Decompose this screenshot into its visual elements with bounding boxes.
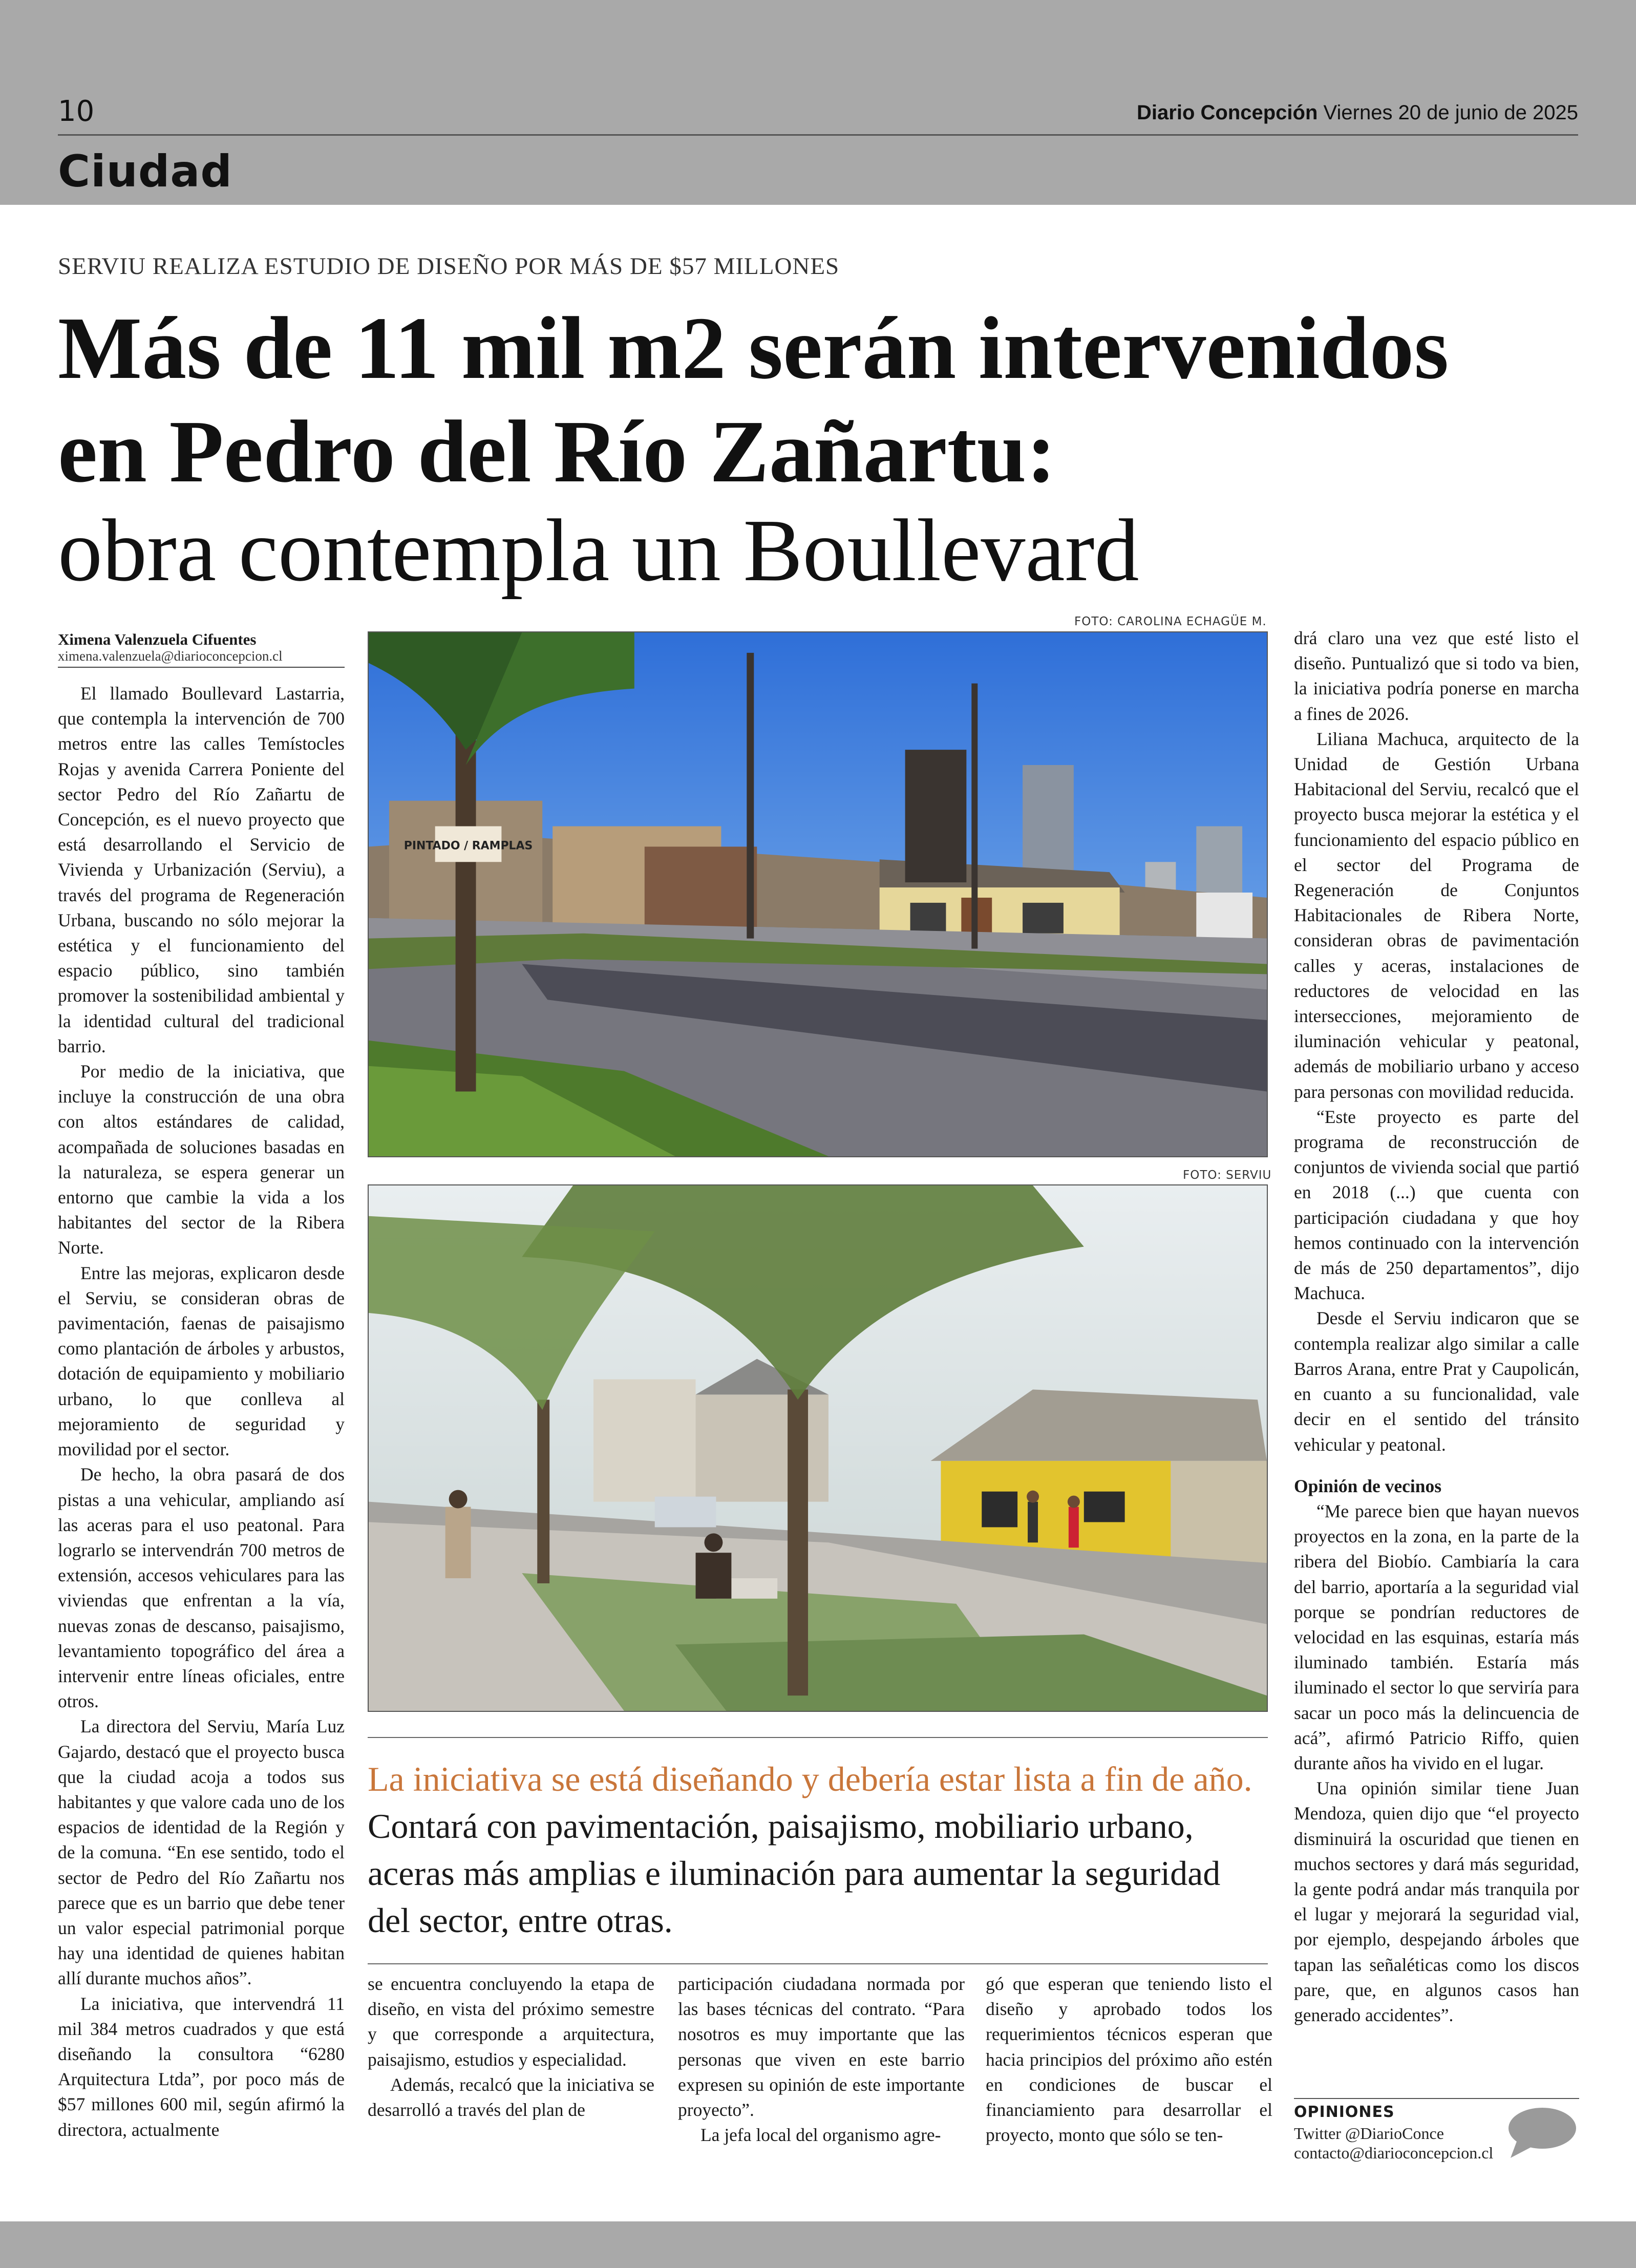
pullquote-rule-top	[368, 1737, 1268, 1738]
pullquote	[368, 1755, 1268, 1944]
paragraph: drá claro una vez que esté listo el diseño. Puntualizó que si todo va bien, la iniciativa podría ponerse en marcha a fines de 2026.	[1294, 628, 1579, 724]
opinions-email[interactable]: contacto@diarioconcepcion.cl	[1294, 2144, 1494, 2162]
pullquote-rule-bottom	[368, 1963, 1268, 1964]
headline-line-1: Más de 11 mil m2 serán intervenidos	[58, 299, 1449, 397]
paragraph: “Me parece bien que hayan nuevos proyectos en la zona, en la parte de la ribera del Biobío. Cambiaría la cara del barrio, aportaría a la seguridad vial porque se pondrían reductores de velocidad en las esquinas, estaría más iluminado también. Estaría más iluminado el sector lo que serviría para sacar un poco más la delincuencia de acá”, afirmó Patricio Riffo, quien durante años ha vivido en el lugar.	[1294, 1500, 1579, 1773]
paragraph: participación ciudadana normada por las bases técnicas del contrato. “Para nosotros es muy importante que las personas que viven en este barrio expresen su opinión de este importante proyecto”.	[678, 1974, 965, 2121]
photo-sign-text: PINTADO / RAMPLAS	[403, 839, 533, 853]
paragraph: La directora del Serviu, María Luz Gajardo, destacó que el proyecto busca que la ciudad acoja a todos sus habitantes y que valore cada uno de los espacios de identidad de la Región y de la comuna. “En ese sentido, todo el sector de Pedro del Río Zañartu nos parece que es un barrio que debe tener un valor especial patrimonial porque hay una identidad de quienes habitan allí durante muchos años”.	[58, 1716, 345, 1989]
subheading: Opinión de vecinos	[1294, 1475, 1442, 1496]
paragraph: La iniciativa, que intervendrá 11 mil 384 metros cuadrados y que está diseñando la consultora “6280 Arquitectura Ltda”, por poco más de $57 millones 600 mil, según afirmó la directora, actualmente	[58, 1993, 345, 2140]
kicker: SERVIU REALIZA ESTUDIO DE DISEÑO POR MÁS DE $57 MILLONES	[58, 253, 840, 280]
masthead	[1137, 102, 1578, 123]
headline-line-3: obra contempla un Boullevard	[58, 501, 1139, 600]
paragraph: El llamado Boullevard Lastarria, que contempla la intervención de 700 metros entre las calles Temístocles Rojas y avenida Carrera Poniente del sector Pedro del Río Zañartu de Concepción, es el nuevo proyecto que está desarrollando el Servicio de Vivienda y Urbanización (Serviu), a través del programa de Regeneración Urbana, buscando no sólo mejorar la estética y el funcionamiento del espacio público, sino también promover la sostenibilidad ambiental y la identidad cultural del tradicional barrio.	[58, 683, 345, 1056]
section-title: Ciudad	[58, 146, 232, 197]
footer-band	[0, 2221, 1636, 2268]
paragraph: Una opinión similar tiene Juan Mendoza, quien dijo que “el proyecto disminuirá la oscuridad que tienen en muchos sectores y dará más seguridad, la gente podrá andar más tranquila por el lugar y mejorará la seguridad vial, por ejemplo, despejando árboles que tapan las señaléticas como los discos pare, que, en algunos casos han generado accidentes”.	[1294, 1778, 1579, 2025]
article-column-4	[986, 1972, 1272, 2148]
paragraph: Entre las mejoras, explicaron desde el Serviu, se consideran obras de pavimentación, faenas de paisajismo como plantación de árboles y arbustos, dotación de equipamiento y mobiliario urbano, lo que conlleva al mejoramiento de seguridad y movilidad por el sector.	[58, 1262, 345, 1460]
paragraph: La jefa local del organismo agre-	[700, 2125, 941, 2146]
street-photo	[368, 631, 1268, 1157]
paragraph: Por medio de la iniciativa, que incluye la construcción de una obra con altos estándares de calidad, acompañada de soluciones basadas en la naturaleza, se espera generar un entorno que cambie la vida a los habitantes del sector de la Ribera Norte.	[58, 1061, 345, 1258]
opinions-title: OPINIONES	[1294, 2103, 1395, 2121]
paragraph: De hecho, la obra pasará de dos pistas a una vehicular, ampliando así las aceras para el uso peatonal. Para lograrlo se intervendrán 700 metros de extensión, accesos vehiculares para las viviendas que enfrentan a la vía, nuevas zonas de descanso, paisajismo, levantamiento topográfico del área a intervenir entre líneas oficiales, entre otros.	[58, 1464, 345, 1712]
photo-credit-2: FOTO: SERVIU	[1183, 1169, 1272, 1182]
pullquote-text: Contará con pavimentación, paisajismo, mobiliario urbano, aceras más amplias e iluminación para aumentar la seguridad del sector, entre otras.	[368, 1807, 1221, 1940]
paragraph: Además, recalcó que la iniciativa se desarrolló a través del plan de	[368, 2074, 654, 2121]
page-number: 10	[58, 95, 95, 128]
article-column-3	[678, 1972, 965, 2148]
paragraph: gó que esperan que teniendo listo el diseño y aprobado todos los requerimientos técnicos esperan que hacia principios del próximo año estén en condiciones de buscar el financiamiento para desarrollar el proyecto, monto que sólo se ten-	[986, 1974, 1272, 2146]
paragraph: “Este proyecto es parte del programa de reconstrucción de conjuntos de vivienda social que partió en 2018 (...) que cuenta con participación ciudadana y que hoy hemos continuado con la intervención de más de 250 departamentos”, dijo Machuca.	[1294, 1106, 1579, 1304]
article-column-5	[1294, 626, 1579, 2028]
header-rule	[58, 134, 1578, 136]
speech-bubble-icon	[1505, 2106, 1577, 2159]
paragraph: Liliana Machuca, arquitecto de la Unidad de Gestión Urbana Habitacional del Serviu, recalcó que el proyecto busca mejorar la estética y el funcionamiento del espacio público en el sector del Programa de Regeneración de Conjuntos Habitacionales de Ribera Norte, consideran obras de pavimentación calles y aceras, instalaciones de reductores de velocidad en las intersecciones, mejoramiento de iluminación vehicular y peatonal, además de mobiliario urbano y acceso para personas con movilidad reducida.	[1294, 728, 1579, 1102]
paragraph: Desde el Serviu indicaron que se contempla realizar algo similar a calle Barros Arana, entre Prat y Caupolicán, en cuanto a su funcionalidad, vale decir en el sentido del tránsito vehicular y peatonal.	[1294, 1308, 1579, 1455]
article-column-1	[58, 681, 345, 2143]
boulevard-rendering	[368, 1184, 1268, 1712]
photo-credit-1: FOTO: CAROLINA ECHAGÜE M.	[1074, 615, 1267, 628]
byline-author: Ximena Valenzuela Cifuentes	[58, 630, 257, 648]
byline-rule	[58, 667, 345, 668]
opinions-twitter[interactable]: Twitter @DiarioConce	[1294, 2124, 1444, 2143]
opinions-rule	[1294, 2098, 1579, 2099]
paragraph: se encuentra concluyendo la etapa de diseño, en vista del próximo semestre y que corresponde a arquitectura, paisajismo, estudios y especialidad.	[368, 1974, 654, 2070]
newspaper-name: Diario Concepción	[1137, 101, 1318, 124]
pullquote-lead: La iniciativa se está diseñando y debería estar lista a fin de año.	[368, 1760, 1252, 1798]
headline-line-2: en Pedro del Río Zañartu:	[58, 402, 1056, 501]
issue-date: Viernes 20 de junio de 2025	[1323, 101, 1578, 124]
byline-email: ximena.valenzuela@diarioconcepcion.cl	[58, 648, 283, 664]
article-column-2	[368, 1972, 654, 2123]
